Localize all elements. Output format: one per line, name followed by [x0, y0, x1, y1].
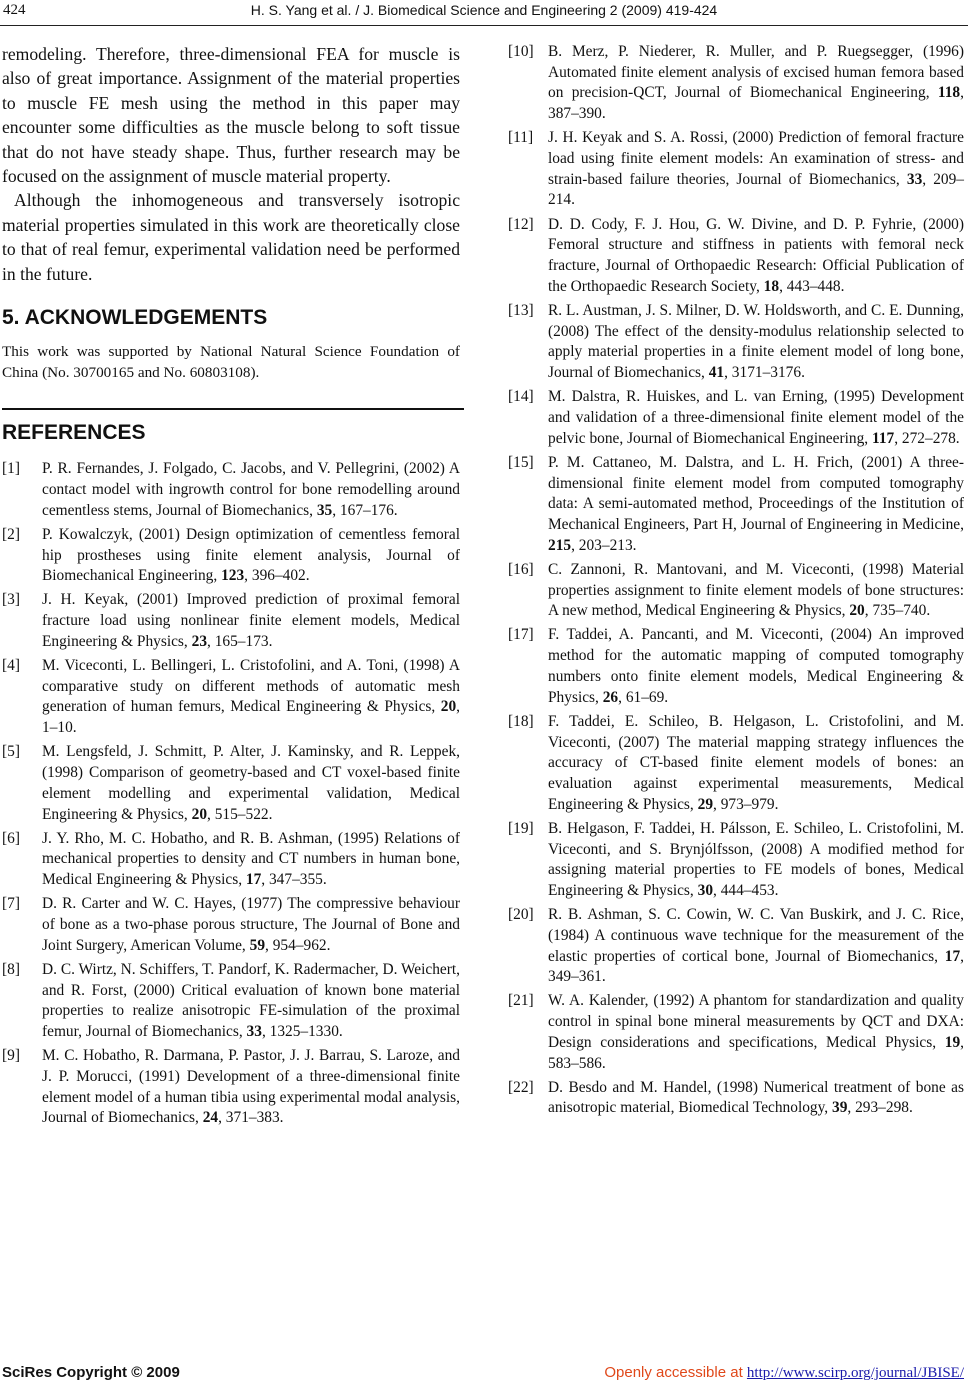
reference-pages: , 209–214. — [548, 170, 964, 209]
page-number: 424 — [3, 2, 26, 18]
acknowledgements-text: This work was supported by National Natural Science Foundation of China (No. 30700165 and No. 60803108). — [2, 343, 460, 381]
reference-number: [16] — [508, 560, 534, 578]
reference-text: R. B. Ashman, S. C. Cowin, W. C. Van Buskirk, and J. C. Rice, (1984) A continuous wave technique for the measurement of the elastic properties of cortical bone, Journal of Biomechanics, — [548, 906, 964, 965]
reference-number: [3] — [2, 591, 20, 609]
reference-volume: 20 — [440, 698, 457, 716]
reference-pages: , 347–355. — [261, 871, 327, 889]
reference-text: F. Taddei, E. Schileo, B. Helgason, L. Cristofolini, and M. Viceconti, (2007) The material mapping strategy influences the accuracy of CT-based finite element models of bones: an evaluation against experimental measurements, Medical Engineering & Physics, — [548, 712, 964, 813]
reference-volume: 59 — [249, 936, 266, 954]
reference-pages: , 3171–3176. — [724, 364, 805, 382]
section-divider — [2, 408, 464, 410]
reference-number: [6] — [2, 829, 20, 847]
page-header — [0, 0, 968, 26]
reference-text: M. Dalstra, R. Huiskes, and L. van Erning, (1995) Development and validation of a three-dimensional finite element model of the pelvic bone, Journal of Biomechanical Engineering, — [548, 388, 964, 447]
reference-text: M. Lengsfeld, J. Schmitt, P. Alter, J. Kaminsky, and R. Leppek, (1998) Comparison of geometry-based and CT voxel-based finite element modelling and experimental validation, Medical Engineering & Physics, — [42, 743, 460, 823]
reference-pages: , 272–278. — [894, 429, 960, 447]
reference-text: D. D. Cody, F. J. Hou, G. W. Divine, and D. P. Fyhrie, (2000) Femoral structure and stiffness in patients with femoral neck fracture, Journal of Orthopaedic Research: Official Publication of the Orthopaedic Research Society, — [548, 215, 964, 295]
reference-volume: 117 — [871, 429, 895, 447]
journal-link[interactable]: http://www.scirp.org/journal/JBISE/ — [746, 1365, 964, 1381]
reference-volume: 18 — [763, 277, 780, 295]
reference-pages: , 167–176. — [332, 501, 398, 519]
reference-text: R. L. Austman, J. S. Milner, D. W. Holdsworth, and C. E. Dunning, (2008) The effect of the density-modulus relationship selected to apply material properties in a finite element model of long bone, Journal of Biomechanics, — [548, 301, 964, 382]
reference-volume: 33 — [906, 170, 923, 188]
access-label: Openly accessible at — [604, 1364, 747, 1381]
reference-number: [13] — [508, 301, 534, 319]
reference-pages: , 735–740. — [864, 602, 931, 620]
reference-number: [7] — [2, 895, 20, 913]
reference-item — [508, 625, 964, 708]
reference-number: [9] — [2, 1047, 20, 1065]
reference-volume: 29 — [697, 795, 714, 813]
reference-item — [508, 387, 964, 449]
reference-pages: , 203–213. — [571, 536, 637, 554]
reference-pages: , 387–390. — [548, 84, 964, 123]
reference-volume: 20 — [191, 805, 208, 823]
reference-item — [2, 1046, 460, 1129]
reference-number: [5] — [2, 743, 20, 761]
reference-item — [508, 560, 964, 622]
copyright-notice: SciRes Copyright © 2009 — [2, 1364, 180, 1381]
reference-text: M. C. Hobatho, R. Darmana, P. Pastor, J. J. Barrau, S. Laroze, and J. P. Morucci, (1991) Development of a three-dimensional finite element model of a human tibia using experimental modal analysis, Journal of Biomechanics, — [42, 1047, 460, 1127]
reference-list-left — [2, 459, 460, 1129]
reference-text: P. R. Fernandes, J. Folgado, C. Jacobs, and V. Pellegrini, (2002) A contact model with ingrowth control for bone remodelling around cementless stems, Journal of Biomechanics, — [42, 460, 460, 519]
reference-number: [21] — [508, 992, 534, 1010]
reference-volume: 33 — [246, 1023, 262, 1041]
reference-item — [508, 453, 964, 557]
reference-number: [18] — [508, 712, 534, 730]
reference-number: [17] — [508, 626, 534, 644]
reference-text: F. Taddei, A. Pancanti, and M. Viceconti, (2004) An improved method for the automatic mapping of computed tomography numbers onto finite element models, Medical Engineering & Physics, — [548, 626, 964, 706]
reference-volume: 215 — [548, 536, 572, 554]
reference-item — [508, 128, 964, 211]
reference-item — [508, 301, 964, 384]
reference-number: [11] — [508, 129, 534, 147]
reference-text: D. Besdo and M. Handel, (1998) Numerical treatment of bone as anisotropic material, Biomedical Technology, — [548, 1078, 964, 1117]
reference-pages: , 444–453. — [713, 881, 779, 899]
running-title: H. S. Yang et al. / J. Biomedical Science and Engineering 2 (2009) 419-424 — [250, 2, 718, 18]
reference-item — [508, 42, 964, 125]
right-column — [508, 42, 964, 1123]
reference-text: D. R. Carter and W. C. Hayes, (1977) The compressive behaviour of bone as a two-phase porous structure, The Journal of Bone and Joint Surgery, American Volume, — [42, 895, 460, 954]
reference-item — [508, 905, 964, 988]
reference-number: [22] — [508, 1078, 534, 1096]
references-heading: REFERENCES — [2, 421, 146, 445]
body-paragraph: remodeling. Therefore, three-dimensional FEA for muscle is also of great importance. Assignment of the material properties to muscle FE mesh using the method in this paper may encounter some difficulties as the muscle belong to soft tissue that do not have steady shape. Thus, further research may be focused on the assignment of muscle material property. — [2, 44, 460, 187]
reference-volume: 123 — [221, 567, 245, 585]
reference-pages: , 396–402. — [244, 567, 310, 585]
reference-number: [15] — [508, 453, 534, 471]
reference-pages: , 293–298. — [847, 1099, 913, 1117]
reference-item — [2, 656, 460, 739]
reference-number: [4] — [2, 657, 20, 675]
reference-volume: 20 — [849, 602, 865, 620]
reference-item — [2, 829, 460, 891]
reference-text: W. A. Kalender, (1992) A phantom for standardization and quality control in spinal bone mineral measurements by QCT and DXA: Design considerations and specifications, Medical Physics, — [548, 992, 964, 1051]
reference-number: [12] — [508, 215, 534, 233]
reference-number: [14] — [508, 388, 534, 406]
reference-number: [20] — [508, 906, 534, 924]
body-paragraph: Although the inhomogeneous and transversely isotropic material properties simulated in this work are theoretically close to that of real femur, experimental validation need be performed in the future. — [2, 190, 460, 284]
reference-item — [508, 1078, 964, 1119]
reference-number: [10] — [508, 43, 534, 60]
reference-pages: , 1325–1330. — [261, 1023, 343, 1041]
reference-volume: 23 — [191, 632, 208, 650]
reference-volume: 30 — [697, 881, 714, 899]
reference-number: [1] — [2, 460, 20, 478]
reference-pages: , 954–962. — [265, 936, 331, 954]
reference-pages: , 1–10. — [42, 698, 460, 737]
reference-volume: 35 — [316, 501, 333, 519]
reference-pages: , 515–522. — [207, 805, 273, 823]
reference-volume: 118 — [937, 84, 961, 102]
reference-list-right — [508, 42, 964, 1119]
reference-item — [2, 459, 460, 521]
reference-volume: 24 — [202, 1109, 219, 1127]
page-footer — [0, 1360, 968, 1386]
reference-item — [2, 742, 460, 825]
reference-text: J. H. Keyak, (2001) Improved prediction of proximal femoral fracture load using nonlinear finite element models, Medical Engineering & Physics, — [42, 591, 460, 650]
reference-pages: , 349–361. — [548, 947, 964, 986]
reference-number: [8] — [2, 960, 20, 978]
reference-text: B. Helgason, F. Taddei, H. Pálsson, E. Schileo, L. Cristofolini, M. Viceconti, and S. Brynjólfsson, (2008) A modified method for assigning material properties to FE models of bones, Medical Engineering & Physics, — [548, 819, 964, 899]
reference-item — [508, 712, 964, 816]
reference-text: J. H. Keyak and S. A. Rossi, (2000) Prediction of femoral fracture load using finite element models: An examination of stress- and strain-based failure theories, Journal of Biomechanics, — [548, 129, 964, 188]
reference-item — [508, 991, 964, 1074]
reference-pages: , 583–586. — [548, 1033, 964, 1072]
reference-item — [508, 215, 964, 298]
reference-pages: , 371–383. — [218, 1109, 284, 1127]
reference-item — [2, 960, 460, 1043]
reference-text: B. Merz, P. Niederer, R. Muller, and P. Ruegsegger, (1996) Automated finite element analysis of excised human femora based on precision-QCT, Journal of Biomechanical Engineering, — [548, 43, 964, 102]
reference-text: P. M. Cattaneo, M. Dalstra, and L. H. Frich, (2001) A three-dimensional finite element model from computed tomography data: A semi-automated method, Proceedings of the Institution of Mechanical Engineers, Part H, Journal of Engineering in Medicine, — [548, 453, 964, 533]
reference-volume: 39 — [832, 1099, 848, 1117]
reference-pages: , 61–69. — [618, 688, 669, 706]
left-column — [2, 42, 460, 1133]
header-rule — [0, 25, 968, 26]
reference-text: P. Kowalczyk, (2001) Design optimization of cementless femoral hip prostheses using finite element analysis, Journal of Biomechanical Engineering, — [42, 525, 460, 585]
reference-volume: 17 — [245, 871, 262, 889]
reference-volume: 19 — [944, 1033, 961, 1051]
reference-volume: 17 — [944, 947, 961, 965]
reference-item — [2, 525, 460, 587]
reference-pages: , 443–448. — [779, 277, 845, 295]
reference-number: [2] — [2, 525, 20, 543]
reference-item — [508, 819, 964, 902]
reference-text: D. C. Wirtz, N. Schiffers, T. Pandorf, K. Radermacher, D. Weichert, and R. Forst, (2000) Critical evaluation of known bone material properties to realize anisotropic FE-simulation of the proximal femur, Journal of Biomechanics, — [42, 960, 460, 1041]
reference-item — [2, 894, 460, 956]
reference-pages: , 973–979. — [713, 795, 779, 813]
reference-pages: , 165–173. — [207, 632, 273, 650]
reference-text: C. Zannoni, R. Mantovani, and M. Viceconti, (1998) Material properties assignment to finite element models of bone structures: A new method, Medical Engineering & Physics, — [548, 560, 964, 620]
reference-text: M. Viceconti, L. Bellingeri, L. Cristofolini, and A. Toni, (1998) A comparative study on different methods of automatic mesh generation of human femurs, Medical Engineering & Physics, — [42, 657, 460, 716]
acknowledgements-heading: 5. ACKNOWLEDGEMENTS — [2, 306, 268, 330]
access-notice — [604, 1364, 964, 1382]
reference-text: J. Y. Rho, M. C. Hobatho, and R. B. Ashman, (1995) Relations of mechanical properties to density and CT numbers in human bone, Medical Engineering & Physics, — [42, 829, 460, 889]
reference-item — [2, 590, 460, 652]
reference-number: [19] — [508, 819, 534, 837]
reference-volume: 26 — [602, 688, 619, 706]
reference-volume: 41 — [708, 364, 725, 382]
